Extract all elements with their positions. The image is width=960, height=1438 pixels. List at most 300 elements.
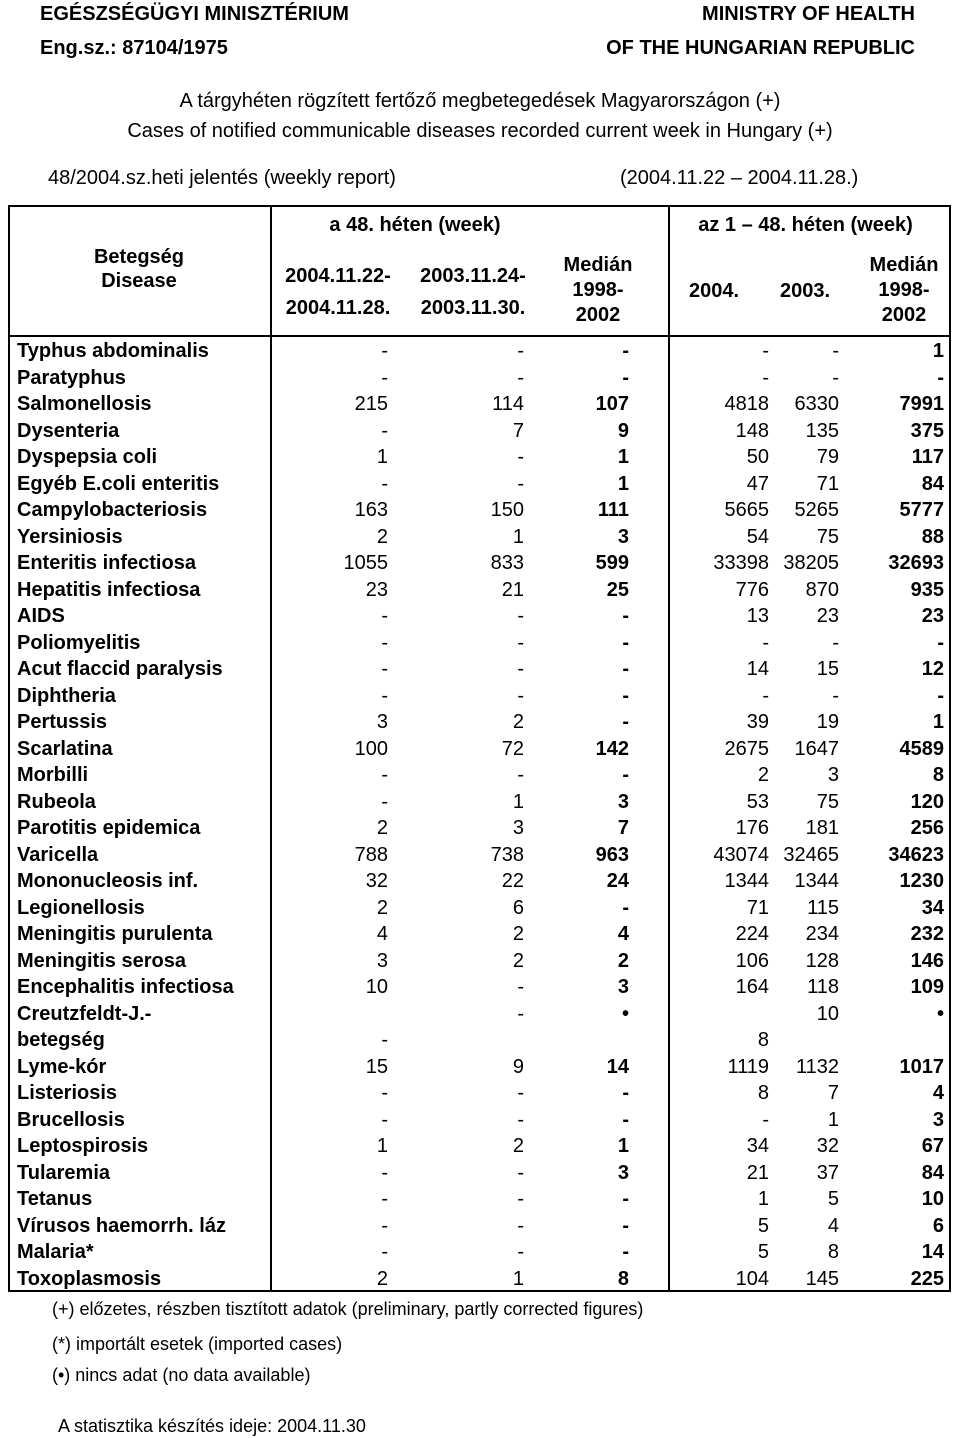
cell-c3: - <box>622 764 629 786</box>
table-row <box>8 921 951 948</box>
table-row <box>8 471 951 498</box>
week-group-header: a 48. héten (week) <box>329 214 501 236</box>
report-label: 48/2004.sz.heti jelentés (weekly report) <box>48 167 396 189</box>
cell-c1: 10 <box>365 976 388 998</box>
cell-c1: - <box>381 1082 388 1104</box>
cell-c4: - <box>762 684 769 707</box>
cell-c3: 1 <box>617 446 629 468</box>
cell-c6: 4589 <box>899 737 944 760</box>
cell-c4: 21 <box>746 1161 769 1184</box>
cell-c4: 2675 <box>724 737 769 760</box>
cell-c2: - <box>517 472 524 495</box>
cell-c6: 34 <box>921 896 944 919</box>
cell-c6: 4 <box>932 1082 944 1104</box>
cell-c1: 4 <box>376 923 388 945</box>
cell-c2: - <box>517 658 524 680</box>
cell-c5: 118 <box>807 976 839 998</box>
table-row <box>8 762 951 789</box>
cell-c2: - <box>517 631 524 654</box>
table-row <box>8 868 951 895</box>
cell-c1: - <box>381 366 388 389</box>
col-prev-year-week-header: 2003.11.24- 2003.11.30. <box>420 265 526 319</box>
cell-c6: 32693 <box>888 552 944 574</box>
cell-c4: 54 <box>746 525 769 548</box>
disease-name: Lyme-kór <box>17 1055 107 1078</box>
cell-c4: 71 <box>746 896 769 919</box>
cell-c2: 150 <box>490 499 524 521</box>
disease-name: Encephalitis infectiosa <box>17 976 234 998</box>
disease-name: Toxoplasmosis <box>17 1267 162 1290</box>
report-period: (2004.11.22 – 2004.11.28.) <box>620 167 859 189</box>
table-row <box>8 1133 951 1160</box>
cell-c3: 1 <box>617 472 629 495</box>
cell-c3: - <box>622 1214 629 1237</box>
cell-c4: 5665 <box>724 499 769 521</box>
disease-name: Listeriosis <box>17 1082 118 1104</box>
cell-c6: 120 <box>910 790 944 813</box>
cell-c4: 8 <box>757 1082 769 1104</box>
cell-c1: 2 <box>376 817 388 839</box>
cell-c5: 1 <box>827 1108 839 1131</box>
table-row <box>8 1186 951 1213</box>
cell-c3: 107 <box>595 393 629 415</box>
registration-number: Eng.sz.: 87104/1975 <box>40 37 228 59</box>
cell-c3: 142 <box>595 737 629 760</box>
disease-name: Typhus abdominalis <box>17 340 209 362</box>
table-border-top <box>8 205 951 207</box>
table-row <box>8 683 951 710</box>
cell-c5: 23 <box>816 605 839 627</box>
cell-c1: - <box>381 658 388 680</box>
republic-name: OF THE HUNGARIAN REPUBLIC <box>606 37 915 59</box>
table-row <box>8 1107 951 1134</box>
cell-c6: 117 <box>911 446 944 468</box>
table-row <box>8 444 951 471</box>
cell-c6: 1017 <box>899 1055 944 1078</box>
disease-name: Poliomyelitis <box>17 631 141 654</box>
disease-name: Leptospirosis <box>17 1135 149 1157</box>
cell-c1: - <box>381 1108 388 1131</box>
cell-c2: - <box>517 764 524 786</box>
cell-c4: 104 <box>735 1267 769 1290</box>
cell-c2: 3 <box>512 817 524 839</box>
cell-c4: 1344 <box>724 870 769 892</box>
disease-name: Dysenteria <box>17 419 120 442</box>
statistics-date-value: 2004.11.30 <box>277 1416 366 1436</box>
cell-c6: 375 <box>910 419 944 442</box>
disease-name: Scarlatina <box>17 737 113 760</box>
cell-c6: 109 <box>910 976 944 998</box>
cell-c1: - <box>381 472 388 495</box>
cell-c5: 15 <box>816 658 839 680</box>
table-row <box>8 1054 951 1081</box>
cell-c4: 34 <box>746 1135 769 1157</box>
disease-name: Tetanus <box>17 1188 93 1210</box>
note-imported: (*) importált esetek (imported cases) <box>52 1334 343 1354</box>
cell-c4: 148 <box>735 419 769 442</box>
disease-name: Paratyphus <box>17 366 126 389</box>
cell-c6: 1 <box>932 711 944 733</box>
cell-c3: 9 <box>617 419 629 442</box>
cell-c6: - <box>937 684 944 707</box>
cell-c5: 128 <box>805 949 839 972</box>
cell-c1: 215 <box>354 393 388 415</box>
table-row <box>8 736 951 763</box>
cell-c2: - <box>517 1188 524 1210</box>
cell-c1: 788 <box>354 843 388 866</box>
ministry-name-en: MINISTRY OF HEALTH <box>702 3 915 25</box>
cell-c4: 1119 <box>727 1055 769 1078</box>
cell-c4: 8 <box>757 1029 769 1051</box>
cell-c3: - <box>622 684 629 707</box>
cell-c5: 181 <box>805 817 839 839</box>
cell-c1: 15 <box>365 1055 388 1078</box>
note-preliminary: (+) előzetes, részben tisztított adatok (preliminary, partly corrected figures) <box>52 1299 644 1319</box>
cell-c3: 1 <box>617 1135 629 1157</box>
col-current-week-header: 2004.11.22- 2004.11.28. <box>285 265 391 319</box>
cell-c1: - <box>381 1241 388 1263</box>
table-row <box>8 365 951 392</box>
table-row <box>8 948 951 975</box>
disease-name: Diphtheria <box>17 684 116 707</box>
cell-c4: 2 <box>757 764 769 786</box>
cell-c4: 5 <box>757 1214 769 1237</box>
cell-c1: - <box>381 631 388 654</box>
cell-c5: 79 <box>816 446 839 468</box>
table-row <box>8 603 951 630</box>
cell-c2: - <box>517 1161 524 1184</box>
disease-name: Vírusos haemorrh. láz <box>17 1214 226 1237</box>
cell-c1: - <box>381 790 388 813</box>
cell-c6: 84 <box>921 472 944 495</box>
table-row <box>8 550 951 577</box>
cell-c4: 43074 <box>713 843 769 866</box>
cell-c2: - <box>517 1241 524 1263</box>
cell-c5: 19 <box>816 711 839 733</box>
cell-c4: 1 <box>757 1188 769 1210</box>
disease-name: Dyspepsia coli <box>17 446 158 468</box>
ministry-header-en <box>606 2 915 70</box>
cell-c2: 738 <box>490 843 524 866</box>
cell-c3: - <box>622 1082 629 1104</box>
cell-c5: 115 <box>807 896 839 919</box>
cell-c4: - <box>762 366 769 389</box>
table-row <box>8 709 951 736</box>
cell-c3: 3 <box>617 976 629 998</box>
cell-c3: 3 <box>617 1161 629 1184</box>
col-cum-2003-header: 2003. <box>779 280 831 302</box>
cell-c2: - <box>517 684 524 707</box>
cell-c2: - <box>517 1214 524 1237</box>
cell-c3: - <box>622 605 629 627</box>
cell-c4: 224 <box>735 923 769 945</box>
cell-c5: - <box>832 340 839 362</box>
cell-c3: - <box>622 340 629 362</box>
cell-c3: 3 <box>617 525 629 548</box>
cell-c6: 12 <box>921 658 944 680</box>
cell-c6: 8 <box>932 764 944 786</box>
cell-c3: - <box>622 366 629 389</box>
document-title-hu: A tárgyhéten rögzített fertőző megbetegedések Magyarországon (+) <box>179 90 781 112</box>
table-row <box>8 1080 951 1107</box>
ministry-header-hu <box>40 2 349 70</box>
cell-c4: 13 <box>746 605 769 627</box>
document-title-en: Cases of notified communicable diseases recorded current week in Hungary (+) <box>127 120 833 142</box>
cell-c1: 1 <box>376 1135 388 1157</box>
statistics-date-label: A statisztika készítés ideje: <box>58 1416 278 1436</box>
cell-c1: 163 <box>354 499 388 521</box>
cell-c1: 2 <box>376 1267 388 1290</box>
table-row <box>8 630 951 657</box>
cell-c5: 870 <box>805 578 839 601</box>
cell-c3: 14 <box>606 1055 629 1078</box>
table-row <box>8 842 951 869</box>
cell-c5: 5265 <box>794 499 839 521</box>
table-row <box>8 418 951 445</box>
cell-c4: 47 <box>746 472 769 495</box>
cell-c5: - <box>832 684 839 707</box>
cell-c4: 4818 <box>724 393 769 415</box>
cell-c2: - <box>517 605 524 627</box>
cell-c2: 114 <box>492 393 524 415</box>
cell-c3: 2 <box>617 949 629 972</box>
cell-c4: 33398 <box>713 552 769 574</box>
cell-c6: 34623 <box>888 843 944 866</box>
cell-c2: - <box>517 366 524 389</box>
cell-c1: - <box>381 1214 388 1237</box>
cell-c3: - <box>622 658 629 680</box>
cell-c6: • <box>936 1002 944 1025</box>
cell-c4: 176 <box>735 817 769 839</box>
col-median-cum-header: Medián 1998- 2002 <box>869 254 939 326</box>
cell-c5: 135 <box>805 419 839 442</box>
cell-c5: 75 <box>816 525 839 548</box>
cell-c1: 2 <box>376 525 388 548</box>
cell-c4: 106 <box>735 949 769 972</box>
cell-c4: 39 <box>746 711 769 733</box>
cell-c4: 53 <box>746 790 769 813</box>
cell-c1: 23 <box>365 578 388 601</box>
cell-c6: 3 <box>932 1108 944 1131</box>
cell-c1: 3 <box>376 711 388 733</box>
table-row <box>8 815 951 842</box>
cell-c6: 84 <box>921 1161 944 1184</box>
cell-c2: 21 <box>501 578 524 601</box>
cell-c1: - <box>381 419 388 442</box>
disease-name: Morbilli <box>17 764 89 786</box>
cell-c6: - <box>937 631 944 654</box>
cell-c5: - <box>832 366 839 389</box>
cell-c3: 24 <box>606 870 629 892</box>
cell-c4: 50 <box>746 446 769 468</box>
disease-name: Enteritis infectiosa <box>17 552 196 574</box>
cell-c2: - <box>517 340 524 362</box>
cell-c2: - <box>517 1108 524 1131</box>
table-row <box>8 391 951 418</box>
cell-c5: 32 <box>816 1135 839 1157</box>
cell-c1: - <box>381 764 388 786</box>
cell-c2: 833 <box>490 552 524 574</box>
disease-name: Salmonellosis <box>17 393 152 415</box>
disease-name: Legionellosis <box>17 896 145 919</box>
cell-c5: 6330 <box>794 393 839 415</box>
disease-name: Egyéb E.coli enteritis <box>17 472 220 495</box>
cell-c5: 71 <box>816 472 839 495</box>
cell-c2: - <box>517 446 524 468</box>
cell-c5: 3 <box>827 764 839 786</box>
cell-c4: 164 <box>735 976 769 998</box>
table-row <box>8 338 951 365</box>
ministry-name-hu: EGÉSZSÉGÜGYI MINISZTÉRIUM <box>40 3 349 25</box>
disease-name: Mononucleosis inf. <box>17 870 199 892</box>
disease-name: betegség <box>17 1029 105 1051</box>
cell-c2: 2 <box>512 1135 524 1157</box>
cell-c6: 7991 <box>899 393 944 415</box>
cell-c6: 935 <box>910 578 944 601</box>
cell-c1: - <box>381 605 388 627</box>
disease-name: Hepatitis infectiosa <box>17 578 201 601</box>
cell-c5: 10 <box>816 1002 839 1025</box>
table-row <box>8 1239 951 1266</box>
table-row <box>8 497 951 524</box>
disease-name: Meningitis serosa <box>17 949 186 972</box>
cell-c3: - <box>622 1188 629 1210</box>
cell-c3: - <box>622 1108 629 1131</box>
cell-c3: 7 <box>617 817 629 839</box>
cell-c4: - <box>762 340 769 362</box>
disease-name: Brucellosis <box>17 1108 125 1131</box>
cell-c5: 5 <box>827 1188 839 1210</box>
cell-c6: 23 <box>921 605 944 627</box>
cell-c2: 2 <box>512 949 524 972</box>
cell-c2: 6 <box>512 896 524 919</box>
cell-c6: 146 <box>910 949 944 972</box>
col-cum-2004-header: 2004. <box>688 280 740 302</box>
cell-c1: 32 <box>365 870 388 892</box>
disease-column-header: Betegség Disease <box>93 246 185 292</box>
cell-c6: 232 <box>910 923 944 945</box>
cell-c6: 10 <box>921 1188 944 1210</box>
cell-c1: 3 <box>376 949 388 972</box>
cell-c4: 14 <box>746 658 769 680</box>
cell-c3: • <box>621 1002 629 1025</box>
disease-name: Creutzfeldt-J.- <box>17 1002 152 1025</box>
cell-c2: 22 <box>501 870 524 892</box>
cell-c3: 3 <box>617 790 629 813</box>
note-no-data: (•) nincs adat (no data available) <box>52 1365 311 1385</box>
table-row <box>8 524 951 551</box>
cell-c2: - <box>517 976 524 998</box>
cell-c5: 1132 <box>795 1055 839 1078</box>
cell-c2: 72 <box>501 737 524 760</box>
col-median-week-header: Medián 1998- 2002 <box>563 254 633 326</box>
cell-c1: - <box>381 1188 388 1210</box>
cell-c6: 1 <box>932 340 944 362</box>
cell-c6: 14 <box>921 1241 944 1263</box>
cell-c5: 32465 <box>783 843 839 866</box>
table-row <box>8 1001 951 1028</box>
cell-c3: - <box>622 1241 629 1263</box>
cell-c5: 1344 <box>794 870 839 892</box>
cell-c3: - <box>622 896 629 919</box>
disease-name: Meningitis purulenta <box>17 923 213 945</box>
table-row <box>8 1027 951 1054</box>
cell-c3: - <box>622 711 629 733</box>
cell-c5: 37 <box>816 1161 839 1184</box>
disease-name: Varicella <box>17 843 99 866</box>
cell-c5: 1647 <box>794 737 839 760</box>
cell-c5: 38205 <box>783 552 839 574</box>
disease-name: Pertussis <box>17 711 108 733</box>
cell-c3: 599 <box>595 552 629 574</box>
cell-c4: 776 <box>735 578 769 601</box>
cell-c2: 2 <box>512 711 524 733</box>
cell-c1: - <box>381 1161 388 1184</box>
cell-c2: 1 <box>512 1267 524 1290</box>
cell-c5: 8 <box>827 1241 839 1263</box>
disease-name: Acut flaccid paralysis <box>17 658 223 680</box>
disease-name: Yersiniosis <box>17 525 123 548</box>
disease-name: AIDS <box>17 605 65 627</box>
table-row <box>8 1266 951 1293</box>
cell-c6: 225 <box>910 1267 944 1290</box>
cell-c2: 2 <box>512 923 524 945</box>
cell-c5: 7 <box>827 1082 839 1104</box>
cell-c1: 1055 <box>343 552 388 574</box>
disease-name: Malaria* <box>17 1241 94 1263</box>
cell-c2: - <box>517 1002 524 1025</box>
table-row <box>8 1213 951 1240</box>
cell-c6: 256 <box>910 817 944 839</box>
cell-c3: 25 <box>606 578 629 601</box>
cell-c2: 7 <box>512 419 524 442</box>
cell-c2: 9 <box>512 1055 524 1078</box>
cell-c3: 8 <box>617 1267 629 1290</box>
disease-name: Parotitis epidemica <box>17 817 201 839</box>
cell-c6: - <box>937 366 944 389</box>
disease-name: Tularemia <box>17 1161 110 1184</box>
disease-table <box>8 205 951 1292</box>
cell-c5: 75 <box>816 790 839 813</box>
table-row <box>8 789 951 816</box>
cell-c3: 4 <box>617 923 629 945</box>
header-divider <box>8 335 951 337</box>
cell-c6: 5777 <box>899 499 944 521</box>
cell-c5: 145 <box>805 1267 839 1290</box>
cell-c1: 100 <box>354 737 388 760</box>
cell-c4: 5 <box>757 1241 769 1263</box>
cell-c2: - <box>517 1082 524 1104</box>
cell-c1: - <box>381 340 388 362</box>
cell-c6: 67 <box>921 1135 944 1157</box>
cell-c1: 2 <box>376 896 388 919</box>
cumulative-group-header: az 1 – 48. héten (week) <box>698 214 913 236</box>
cell-c1: 1 <box>376 446 388 468</box>
cell-c5: 234 <box>805 923 839 945</box>
cell-c4: - <box>762 631 769 654</box>
table-row <box>8 656 951 683</box>
table-row <box>8 1160 951 1187</box>
table-row <box>8 974 951 1001</box>
cell-c5: - <box>832 631 839 654</box>
cell-c3: 963 <box>595 843 629 866</box>
cell-c5: 4 <box>827 1214 839 1237</box>
table-row <box>8 895 951 922</box>
disease-name: Rubeola <box>17 790 96 813</box>
cell-c4: - <box>762 1108 769 1131</box>
cell-c6: 1230 <box>899 870 944 892</box>
cell-c6: 6 <box>932 1214 944 1237</box>
